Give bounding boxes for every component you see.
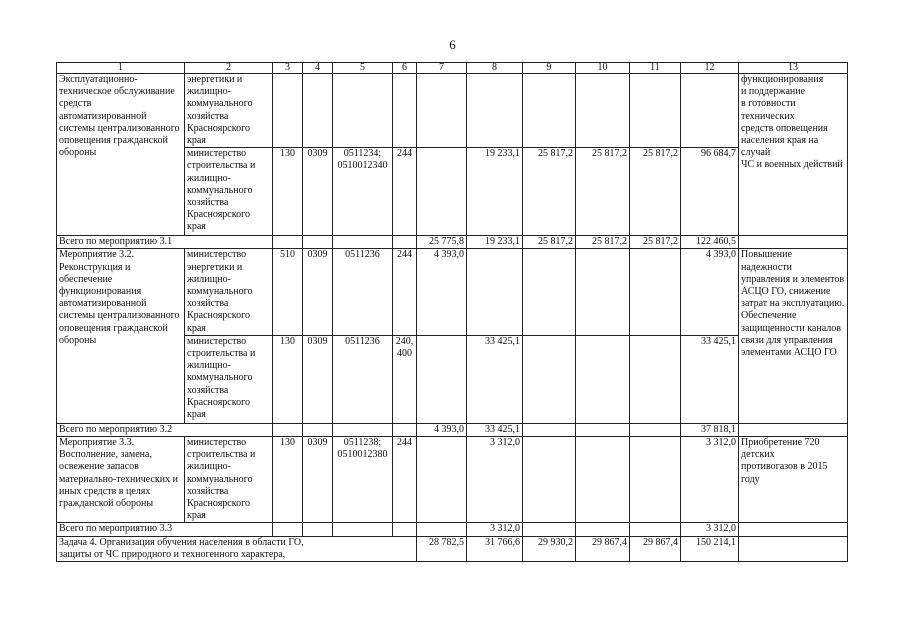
empty-cell [417, 74, 467, 148]
empty-cell [739, 536, 848, 561]
expense-type-cell: 244 [393, 437, 417, 523]
empty-cell [333, 74, 393, 148]
result-note-cell: Приобретение 720 детских противогазов в 2015 году [739, 437, 848, 523]
empty-cell [523, 423, 576, 436]
empty-cell [576, 249, 630, 335]
header-cell: 11 [630, 63, 681, 74]
value-cell: 96 684,7 [681, 148, 739, 236]
task-label-cell: Задача 4. Организация обучения населения в области ГО, защиты от ЧС природного и техногенного характера, [57, 536, 417, 561]
header-cell: 3 [273, 63, 303, 74]
value-cell: 33 425,1 [681, 335, 739, 423]
empty-cell [273, 423, 303, 436]
value-cell: 19 233,1 [467, 236, 523, 249]
empty-cell [739, 523, 848, 536]
measure-name-cell: Мероприятие 3.3. Восполнение, замена, освежение запасов материально-технических и иных средств в целях гражданской обороны [57, 437, 185, 523]
empty-cell [303, 236, 333, 249]
empty-cell [523, 437, 576, 523]
result-note-cell: функционирования и поддержание в готовности технических средств оповещения населения края на случай ЧС и военных действий [739, 74, 848, 236]
value-cell: 29 930,2 [523, 536, 576, 561]
value-cell: 4 393,0 [681, 249, 739, 335]
total-row [57, 236, 848, 249]
value-cell: 3 312,0 [467, 523, 523, 536]
table-row [57, 74, 848, 148]
value-cell: 29 867,4 [630, 536, 681, 561]
total-label-cell: Всего по мероприятию 3.2 [57, 423, 273, 436]
empty-cell [523, 249, 576, 335]
empty-cell [273, 74, 303, 148]
empty-cell [303, 74, 333, 148]
empty-cell [630, 523, 681, 536]
header-cell: 8 [467, 63, 523, 74]
empty-cell [393, 423, 417, 436]
value-cell: 4 393,0 [417, 249, 467, 335]
value-cell: 28 782,5 [417, 536, 467, 561]
value-cell: 33 425,1 [467, 335, 523, 423]
executor-cell: министерство строительства и жилищно- коммунального хозяйства Красноярского края [185, 148, 273, 236]
header-cell: 10 [576, 63, 630, 74]
budget-table [56, 62, 848, 562]
header-cell: 1 [57, 63, 185, 74]
value-cell: 29 867,4 [576, 536, 630, 561]
value-cell: 25 775,8 [417, 236, 467, 249]
target-code-cell: 0511236 [333, 335, 393, 423]
empty-cell [681, 74, 739, 148]
empty-cell [576, 437, 630, 523]
value-cell: 25 817,2 [523, 236, 576, 249]
header-cell: 5 [333, 63, 393, 74]
value-cell: 31 766,6 [467, 536, 523, 561]
empty-cell [393, 236, 417, 249]
total-label-cell: Всего по мероприятию 3.3 [57, 523, 273, 536]
grbs-code-cell: 510 [273, 249, 303, 335]
executor-cell: министерство строительства и жилищно- коммунального хозяйства Красноярского края [185, 335, 273, 423]
total-row [57, 423, 848, 436]
section-code-cell: 0309 [303, 148, 333, 236]
measure-name-cell: Мероприятие 3.2. Реконструкция и обеспечение функционирования автоматизированной системы централизованного оповещения гражданской обороны [57, 249, 185, 423]
empty-cell [630, 74, 681, 148]
empty-cell [576, 335, 630, 423]
empty-cell [576, 423, 630, 436]
empty-cell [467, 74, 523, 148]
value-cell: 25 817,2 [576, 148, 630, 236]
empty-cell [576, 74, 630, 148]
value-cell: 25 817,2 [523, 148, 576, 236]
empty-cell [333, 236, 393, 249]
measure-name-cell: Эксплуатационно- техническое обслуживание средств автоматизированной системы централизованного оповещения гражданской обороны [57, 74, 185, 236]
empty-cell [393, 523, 417, 536]
expense-type-cell: 240, 400 [393, 335, 417, 423]
value-cell: 3 312,0 [467, 437, 523, 523]
value-cell: 150 214,1 [681, 536, 739, 561]
empty-cell [417, 335, 467, 423]
grbs-code-cell: 130 [273, 148, 303, 236]
value-cell: 19 233,1 [467, 148, 523, 236]
task-row [57, 536, 848, 561]
value-cell: 33 425,1 [467, 423, 523, 436]
value-cell: 25 817,2 [630, 236, 681, 249]
empty-cell [393, 74, 417, 148]
empty-cell [576, 523, 630, 536]
empty-cell [630, 249, 681, 335]
value-cell: 3 312,0 [681, 437, 739, 523]
empty-cell [303, 523, 333, 536]
grbs-code-cell: 130 [273, 335, 303, 423]
empty-cell [523, 335, 576, 423]
header-cell: 6 [393, 63, 417, 74]
page-number: 6 [449, 37, 456, 52]
executor-cell: министерство строительства и жилищно- коммунального хозяйства Красноярского края [185, 437, 273, 523]
target-code-cell: 0511234; 0510012340 [333, 148, 393, 236]
value-cell: 25 817,2 [630, 148, 681, 236]
section-code-cell: 0309 [303, 335, 333, 423]
section-code-cell: 0309 [303, 437, 333, 523]
expense-type-cell: 244 [393, 148, 417, 236]
value-cell: 4 393,0 [417, 423, 467, 436]
table-header-row [57, 63, 848, 74]
value-cell: 3 312,0 [681, 523, 739, 536]
empty-cell [739, 236, 848, 249]
empty-cell [630, 423, 681, 436]
empty-cell [739, 423, 848, 436]
target-code-cell: 0511238; 0510012380 [333, 437, 393, 523]
empty-cell [630, 437, 681, 523]
result-note-cell: Повышение надежности управления и элементов АСЦО ГО, снижение затрат на эксплуатацию. Обеспечение защищенности каналов связи для управления элементами АСЦО ГО [739, 249, 848, 423]
grbs-code-cell: 130 [273, 437, 303, 523]
value-cell: 25 817,2 [576, 236, 630, 249]
empty-cell [417, 437, 467, 523]
executor-cell: энергетики и жилищно- коммунального хозяйства Красноярского края [185, 74, 273, 148]
total-row [57, 523, 848, 536]
section-code-cell: 0309 [303, 249, 333, 335]
total-label-cell: Всего по мероприятию 3.1 [57, 236, 273, 249]
empty-cell [417, 523, 467, 536]
executor-cell: министерство энергетики и жилищно- коммунального хозяйства Красноярского края [185, 249, 273, 335]
header-cell: 4 [303, 63, 333, 74]
expense-type-cell: 244 [393, 249, 417, 335]
table-row [57, 249, 848, 335]
empty-cell [273, 236, 303, 249]
header-cell: 7 [417, 63, 467, 74]
empty-cell [467, 249, 523, 335]
header-cell: 9 [523, 63, 576, 74]
empty-cell [273, 523, 303, 536]
value-cell: 37 818,1 [681, 423, 739, 436]
target-code-cell: 0511236 [333, 249, 393, 335]
empty-cell [630, 335, 681, 423]
empty-cell [333, 423, 393, 436]
empty-cell [523, 523, 576, 536]
value-cell: 122 460,5 [681, 236, 739, 249]
header-cell: 12 [681, 63, 739, 74]
header-cell: 13 [739, 63, 848, 74]
empty-cell [333, 523, 393, 536]
header-cell: 2 [185, 63, 273, 74]
value-cell [417, 148, 467, 236]
table-row [57, 437, 848, 523]
empty-cell [523, 74, 576, 148]
empty-cell [303, 423, 333, 436]
